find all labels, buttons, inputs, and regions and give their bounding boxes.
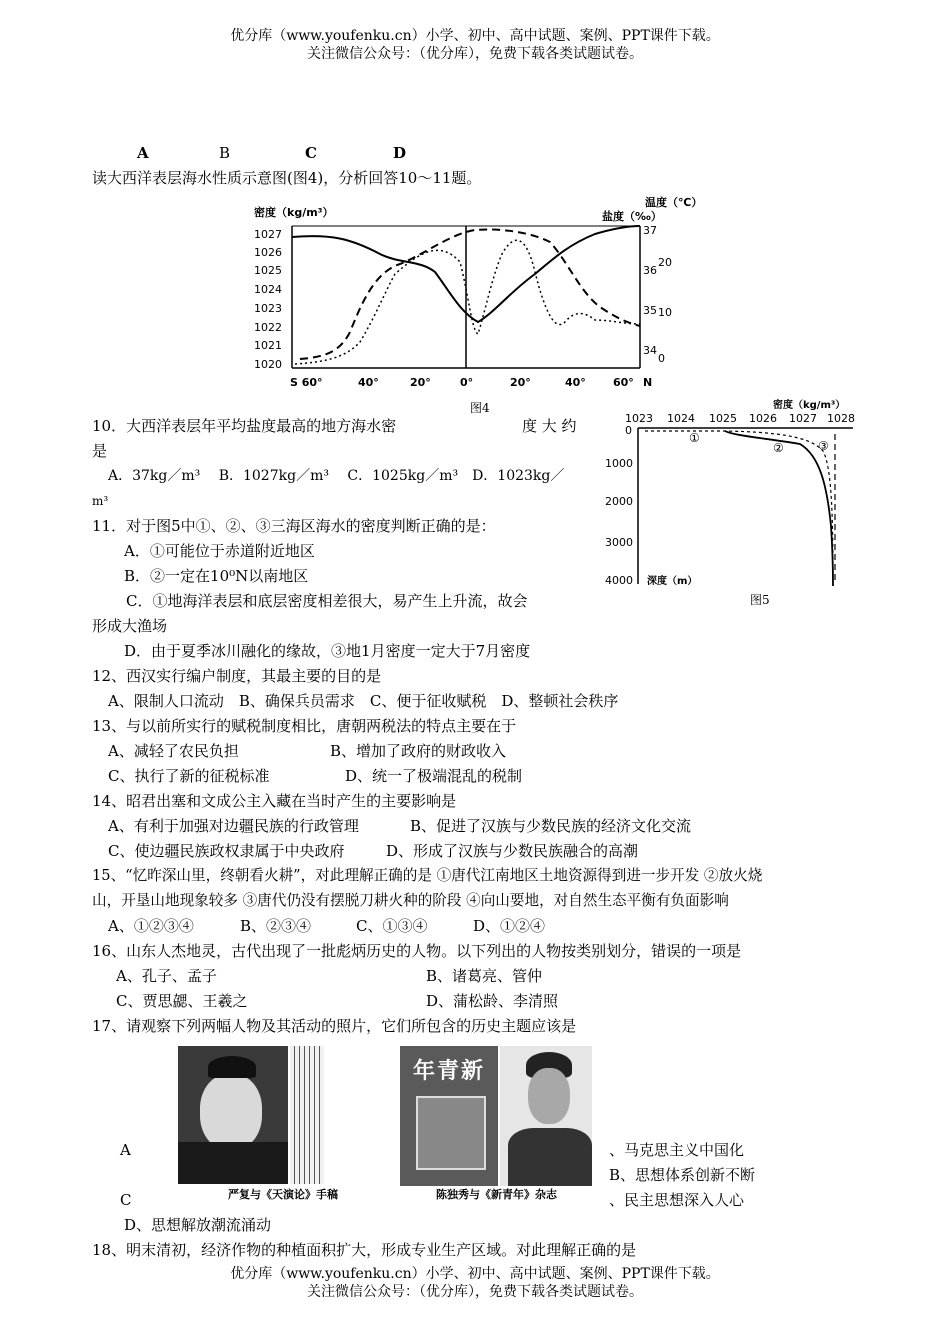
fig4-right-axis-title-2: 温度（℃）: [645, 196, 703, 209]
q13-option-d: D、统一了极端混乱的税制: [345, 767, 523, 785]
fig5-marker-3: ③: [818, 439, 829, 453]
magazine-cover: [400, 1046, 498, 1186]
density-tick: 1027: [254, 228, 282, 241]
photo-yan-fu: [178, 1046, 288, 1184]
temp-tick: 0: [658, 352, 665, 365]
q15-option-b: B、②③④: [240, 917, 312, 935]
q14-option-d: D、形成了汉族与少数民族融合的高潮: [386, 842, 639, 860]
photo1-caption: 严复与《天演论》手稿: [228, 1188, 338, 1201]
header-line-2: 关注微信公众号：（优分库），免费下载各类试题试卷。: [307, 46, 643, 62]
q13-option-b: B、增加了政府的财政收入: [330, 742, 507, 760]
x-tick: S 60°: [290, 376, 323, 389]
fig5-marker-2: ②: [773, 441, 784, 455]
q16-option-a: A、孔子、孟子: [116, 967, 217, 985]
q10-stem-b: 度 大 约: [522, 417, 577, 435]
q11-option-b: B．②一定在10⁰N以南地区: [124, 567, 309, 585]
fig4-left-axis-title: 密度（kg/m³）: [254, 206, 334, 219]
density-tick: 1023: [254, 302, 282, 315]
q16-option-d: D、蒲松龄、李清照: [426, 992, 559, 1010]
q10-stem-a: 10．大西洋表层年平均盐度最高的地方海水密: [92, 417, 397, 435]
q10-options: A．37kg／m³ B．1027kg／m³ C．1025kg／m³ D．1023kg／: [108, 468, 565, 484]
q17-option-a-label: A: [120, 1141, 131, 1159]
q11-stem: 11．对于图5中①、②、③三海区海水的密度判断正确的是：: [92, 517, 496, 535]
q10-stem-c: 是: [92, 442, 108, 460]
q12-stem: 12、西汉实行编户制度，其最主要的目的是: [92, 667, 382, 685]
q17-photos: [170, 1040, 595, 1205]
q18-stem: 18、明末清初，经济作物的种植面积扩大，形成专业生产区域。对此理解正确的是: [92, 1241, 637, 1259]
q12-options: A、限制人口流动 B、确保兵员需求 C、便于征收赋税 D、整顿社会秩序: [108, 692, 619, 710]
temp-tick: 20: [658, 256, 672, 269]
fig4-salinity-ticks: [643, 224, 657, 357]
intro-text: 读大西洋表层海水性质示意图(图4)，分析回答10～11题。: [92, 169, 482, 187]
q13-option-c: C、执行了新的征税标准: [108, 767, 270, 785]
photo-chen-duxiu: [500, 1046, 592, 1186]
figure-4-caption: 图4: [470, 401, 490, 415]
fig5-x-tick: 1028: [827, 412, 855, 425]
fig4-temperature-curve: [295, 240, 640, 364]
fig4-right-axis-title-1: 盐度（‰）: [602, 210, 662, 223]
fig5-axis-title: 密度（kg/m³）: [773, 400, 846, 411]
fig4-x-ticks: [290, 376, 652, 389]
temp-tick: 10: [658, 306, 672, 319]
header-line-1: 优分库（www.youfenku.cn）小学、初中、高中试题、案例、PPT课件下载。: [230, 28, 720, 44]
q14-option-a: A、有利于加强对边疆民族的行政管理: [108, 817, 359, 835]
q11-option-a: A．①可能位于赤道附近地区: [124, 542, 315, 560]
fig5-y-tick: 1000: [605, 457, 633, 470]
q17-stem: 17、请观察下列两幅人物及其活动的照片，它们所包含的历史主题应该是: [92, 1017, 577, 1035]
x-tick: 20°: [410, 376, 431, 389]
density-tick: 1025: [254, 264, 282, 277]
photo2-caption: 陈独秀与《新青年》杂志: [436, 1188, 557, 1201]
q15-option-c: C、①③④: [356, 917, 428, 935]
footer-line-1: 优分库（www.youfenku.cn）小学、初中、高中试题、案例、PPT课件下载。: [230, 1266, 720, 1282]
fig5-depth-label: 深度（m）: [647, 576, 698, 587]
q11-option-c: C．①地海洋表层和底层密度相差很大，易产生上升流，故会: [126, 592, 528, 610]
portrait-body-2: [508, 1128, 592, 1186]
q14-option-b: B、促进了汉族与少数民族的经济文化交流: [410, 817, 692, 835]
density-tick: 1020: [254, 358, 282, 371]
fig5-y-tick: 3000: [605, 536, 633, 549]
x-tick: 60°: [613, 376, 634, 389]
fig5-y-tick: 2000: [605, 495, 633, 508]
figure-5-chart: [605, 396, 870, 596]
x-tick: 40°: [565, 376, 586, 389]
q15-line-2: 山，开垦山地现象较多 ③唐代仍没有摆脱刀耕火种的阶段 ④向山要地，对自然生态平衡有负面影响: [92, 892, 729, 909]
salinity-tick: 37: [643, 224, 657, 237]
portrait-face-2: [528, 1068, 570, 1124]
fig5-x-ticks: [625, 412, 855, 425]
magazine-title: 年青新: [412, 1058, 485, 1084]
manuscript-image: [290, 1046, 324, 1184]
figure-4-chart: [250, 192, 703, 392]
fig5-x-tick: 1026: [749, 412, 777, 425]
q13-stem: 13、与以前所实行的赋税制度相比，唐朝两税法的特点主要在于: [92, 717, 517, 735]
fig5-marker-1: ①: [689, 431, 700, 445]
top-option-d: D: [393, 144, 407, 162]
q15-line-1: 15、“忆昨深山里，终朝看火耕”，对此理解正确的是 ①唐代江南地区土地资源得到进一步开发 ②放火烧: [92, 867, 763, 884]
fig5-y-ticks: [605, 424, 633, 587]
q15-option-a: A、①②③④: [108, 917, 194, 935]
q14-stem: 14、昭君出塞和文成公主入藏在当时产生的主要影响是: [92, 792, 457, 810]
fig4-salinity-curve: [300, 230, 640, 360]
fig5-y-tick: 0: [625, 424, 632, 437]
salinity-tick: 36: [643, 264, 657, 277]
figure-5-caption: 图5: [750, 593, 770, 607]
q17-option-b: B、思想体系创新不断: [609, 1166, 756, 1184]
footer-line-2: 关注微信公众号：（优分库），免费下载各类试题试卷。: [307, 1284, 643, 1300]
x-tick: N: [643, 376, 653, 389]
q14-option-c: C、使边疆民族政权隶属于中央政府: [108, 842, 345, 860]
q11-option-d: D．由于夏季冰川融化的缘故，③地1月密度一定大于7月密度: [124, 642, 531, 660]
density-tick: 1026: [254, 246, 282, 259]
fig5-x-tick: 1025: [709, 412, 737, 425]
q17-option-d: D、思想解放潮流涌动: [124, 1216, 272, 1234]
q13-option-a: A、减轻了农民负担: [108, 742, 239, 760]
q16-option-c: C、贾思勰、王羲之: [116, 992, 248, 1010]
q15-option-d: D、①②④: [473, 917, 546, 935]
x-tick: 0°: [460, 376, 474, 389]
q10-tail: m³: [92, 494, 109, 508]
x-tick: 20°: [510, 376, 531, 389]
fig5-curve-1: [645, 431, 833, 582]
fig4-density-ticks: [254, 228, 282, 371]
fig5-x-tick: 1027: [789, 412, 817, 425]
q17-option-c-text: 、民主思想深入人心: [609, 1191, 745, 1209]
portrait-body: [178, 1142, 288, 1184]
top-option-c: C: [305, 144, 317, 162]
fig4-temp-ticks: [658, 256, 672, 365]
top-option-a: A: [137, 144, 149, 162]
q11-option-c-cont: 形成大渔场: [92, 617, 168, 635]
density-tick: 1022: [254, 321, 282, 334]
fig5-x-tick: 1024: [667, 412, 695, 425]
q16-option-b: B、诸葛亮、管仲: [426, 967, 543, 985]
portrait-face: [200, 1074, 262, 1150]
fig5-y-tick: 4000: [605, 574, 633, 587]
salinity-tick: 34: [643, 344, 657, 357]
q17-option-c-label: C: [120, 1191, 132, 1209]
density-tick: 1021: [254, 339, 282, 352]
q16-stem: 16、山东人杰地灵，古代出现了一批彪炳历史的人物。以下列出的人物按类别划分，错误的一项是: [92, 942, 742, 960]
q17-option-a-text: 、马克思主义中国化: [609, 1141, 745, 1159]
salinity-tick: 35: [643, 304, 657, 317]
portrait-cap: [208, 1056, 256, 1078]
magazine-panel: [416, 1096, 486, 1170]
x-tick: 40°: [358, 376, 379, 389]
density-tick: 1024: [254, 283, 282, 296]
fig5-x-tick: 1023: [625, 412, 653, 425]
top-option-b: B: [219, 144, 231, 162]
